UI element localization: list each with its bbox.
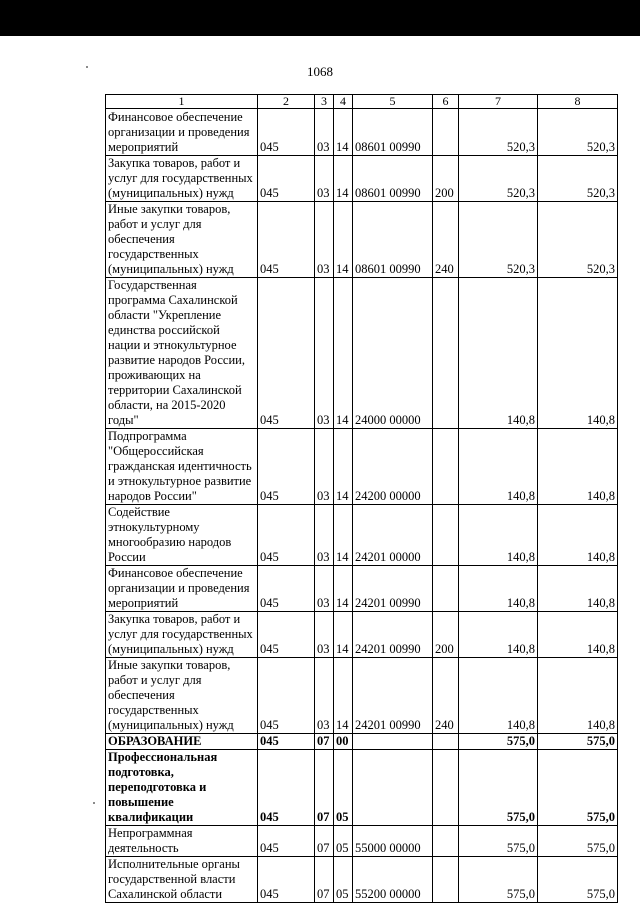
header-col-3: 3 — [315, 95, 334, 109]
header-col-6: 6 — [433, 95, 459, 109]
table-row — [106, 429, 618, 505]
header-col-5: 5 — [353, 95, 433, 109]
table-row — [106, 278, 618, 429]
row-code-cell-c5: 24000 00000 — [353, 278, 433, 429]
row-amount-cell-c8: 140,8 — [538, 505, 618, 566]
row-code-cell-c6 — [433, 429, 459, 505]
row-amount-cell-c8: 520,3 — [538, 156, 618, 202]
scan-speck — [86, 66, 88, 68]
header-col-8: 8 — [538, 95, 618, 109]
row-code-cell-c2: 045 — [258, 612, 315, 658]
row-name-cell: Закупка товаров, работ и услуг для государственных (муниципальных) нужд — [106, 612, 258, 658]
row-code-cell-c3: 07 — [315, 857, 334, 903]
row-code-cell-c2: 045 — [258, 658, 315, 734]
row-code-cell-c6 — [433, 750, 459, 826]
header-col-1: 1 — [106, 95, 258, 109]
scan-speck — [93, 802, 95, 804]
row-name-cell: Иные закупки товаров, работ и услуг для обеспечения государственных (муниципальных) нужд — [106, 202, 258, 278]
row-amount-cell-c8: 140,8 — [538, 278, 618, 429]
row-code-cell-c5: 24201 00990 — [353, 658, 433, 734]
row-code-cell-c4: 14 — [334, 658, 353, 734]
row-code-cell-c4: 14 — [334, 612, 353, 658]
row-amount-cell-c8: 140,8 — [538, 612, 618, 658]
row-amount-cell-c7: 140,8 — [459, 505, 538, 566]
table-row — [106, 505, 618, 566]
row-code-cell-c2: 045 — [258, 109, 315, 156]
row-code-cell-c2: 045 — [258, 202, 315, 278]
row-amount-cell-c7: 575,0 — [459, 826, 538, 857]
row-code-cell-c4: 14 — [334, 429, 353, 505]
row-code-cell-c6 — [433, 109, 459, 156]
row-code-cell-c6: 200 — [433, 612, 459, 658]
row-code-cell-c5: 24201 00000 — [353, 505, 433, 566]
row-name-cell: Исполнительные органы государственной власти Сахалинской области — [106, 857, 258, 903]
header-row — [106, 95, 618, 109]
row-name-cell: Финансовое обеспечение организации и проведения мероприятий — [106, 109, 258, 156]
table-row — [106, 202, 618, 278]
row-amount-cell-c7: 140,8 — [459, 278, 538, 429]
row-code-cell-c3: 07 — [315, 734, 334, 750]
row-code-cell-c6 — [433, 566, 459, 612]
row-code-cell-c4: 14 — [334, 505, 353, 566]
row-code-cell-c3: 03 — [315, 202, 334, 278]
row-code-cell-c4: 14 — [334, 202, 353, 278]
row-code-cell-c6 — [433, 857, 459, 903]
table-row — [106, 156, 618, 202]
row-code-cell-c6 — [433, 826, 459, 857]
row-name-cell: Финансовое обеспечение организации и проведения мероприятий — [106, 566, 258, 612]
row-name-cell: Непрограммная деятельность — [106, 826, 258, 857]
row-code-cell-c3: 03 — [315, 658, 334, 734]
row-code-cell-c3: 03 — [315, 109, 334, 156]
page-number: 1068 — [307, 64, 333, 79]
table-row — [106, 566, 618, 612]
row-code-cell-c3: 03 — [315, 429, 334, 505]
table-row — [106, 109, 618, 156]
row-code-cell-c5: 24200 00000 — [353, 429, 433, 505]
row-code-cell-c3: 07 — [315, 750, 334, 826]
row-code-cell-c3: 03 — [315, 156, 334, 202]
row-code-cell-c3: 03 — [315, 612, 334, 658]
row-name-cell: ОБРАЗОВАНИЕ — [106, 734, 258, 750]
row-amount-cell-c8: 140,8 — [538, 658, 618, 734]
row-code-cell-c6: 240 — [433, 658, 459, 734]
row-code-cell-c5: 24201 00990 — [353, 566, 433, 612]
row-code-cell-c4: 05 — [334, 857, 353, 903]
row-amount-cell-c7: 520,3 — [459, 156, 538, 202]
row-name-cell: Иные закупки товаров, работ и услуг для обеспечения государственных (муниципальных) нужд — [106, 658, 258, 734]
row-code-cell-c6 — [433, 505, 459, 566]
row-amount-cell-c7: 140,8 — [459, 566, 538, 612]
row-amount-cell-c7: 520,3 — [459, 202, 538, 278]
row-amount-cell-c8: 575,0 — [538, 857, 618, 903]
row-code-cell-c6: 240 — [433, 202, 459, 278]
row-amount-cell-c8: 140,8 — [538, 429, 618, 505]
row-code-cell-c4: 14 — [334, 156, 353, 202]
row-name-cell: Содействие этнокультурному многообразию народов России — [106, 505, 258, 566]
row-code-cell-c3: 03 — [315, 566, 334, 612]
row-code-cell-c2: 045 — [258, 566, 315, 612]
row-code-cell-c5: 55000 00000 — [353, 826, 433, 857]
row-code-cell-c4: 14 — [334, 566, 353, 612]
row-name-cell: Подпрограмма "Общероссийская гражданская идентичность и этнокультурное развитие народов России" — [106, 429, 258, 505]
row-code-cell-c2: 045 — [258, 278, 315, 429]
row-code-cell-c5 — [353, 750, 433, 826]
row-amount-cell-c7: 140,8 — [459, 658, 538, 734]
row-code-cell-c4: 05 — [334, 750, 353, 826]
row-amount-cell-c8: 140,8 — [538, 566, 618, 612]
budget-table — [105, 94, 618, 903]
row-code-cell-c2: 045 — [258, 156, 315, 202]
row-code-cell-c5: 55200 00000 — [353, 857, 433, 903]
table-row — [106, 750, 618, 826]
row-amount-cell-c7: 575,0 — [459, 857, 538, 903]
row-code-cell-c2: 045 — [258, 750, 315, 826]
row-code-cell-c4: 14 — [334, 109, 353, 156]
row-amount-cell-c8: 575,0 — [538, 826, 618, 857]
row-code-cell-c5: 08601 00990 — [353, 156, 433, 202]
row-code-cell-c5: 08601 00990 — [353, 109, 433, 156]
scan-top-black-bar — [0, 0, 640, 36]
row-code-cell-c6: 200 — [433, 156, 459, 202]
row-amount-cell-c7: 575,0 — [459, 734, 538, 750]
header-col-4: 4 — [334, 95, 353, 109]
table-row — [106, 658, 618, 734]
row-code-cell-c2: 045 — [258, 857, 315, 903]
row-code-cell-c3: 03 — [315, 505, 334, 566]
row-amount-cell-c7: 575,0 — [459, 750, 538, 826]
row-code-cell-c5: 08601 00990 — [353, 202, 433, 278]
table-row — [106, 857, 618, 903]
row-amount-cell-c7: 140,8 — [459, 612, 538, 658]
row-name-cell: Закупка товаров, работ и услуг для государственных (муниципальных) нужд — [106, 156, 258, 202]
header-col-7: 7 — [459, 95, 538, 109]
row-name-cell: Государственная программа Сахалинской области "Укрепление единства российской нации и этнокультурное развитие народов России, проживающих на территории Сахалинской области, на 2015-2020 годы" — [106, 278, 258, 429]
row-code-cell-c6 — [433, 278, 459, 429]
row-code-cell-c3: 03 — [315, 278, 334, 429]
row-amount-cell-c8: 520,3 — [538, 109, 618, 156]
row-code-cell-c4: 14 — [334, 278, 353, 429]
row-amount-cell-c7: 140,8 — [459, 429, 538, 505]
row-amount-cell-c8: 575,0 — [538, 734, 618, 750]
header-col-2: 2 — [258, 95, 315, 109]
table-row — [106, 612, 618, 658]
row-amount-cell-c8: 575,0 — [538, 750, 618, 826]
row-code-cell-c2: 045 — [258, 429, 315, 505]
row-code-cell-c2: 045 — [258, 505, 315, 566]
table-row — [106, 826, 618, 857]
row-code-cell-c6 — [433, 734, 459, 750]
row-code-cell-c4: 00 — [334, 734, 353, 750]
row-amount-cell-c8: 520,3 — [538, 202, 618, 278]
row-code-cell-c2: 045 — [258, 826, 315, 857]
row-code-cell-c5 — [353, 734, 433, 750]
row-code-cell-c3: 07 — [315, 826, 334, 857]
row-name-cell: Профессиональная подготовка, переподготовка и повышение квалификации — [106, 750, 258, 826]
row-code-cell-c5: 24201 00990 — [353, 612, 433, 658]
row-code-cell-c2: 045 — [258, 734, 315, 750]
table-row — [106, 734, 618, 750]
row-amount-cell-c7: 520,3 — [459, 109, 538, 156]
row-code-cell-c4: 05 — [334, 826, 353, 857]
